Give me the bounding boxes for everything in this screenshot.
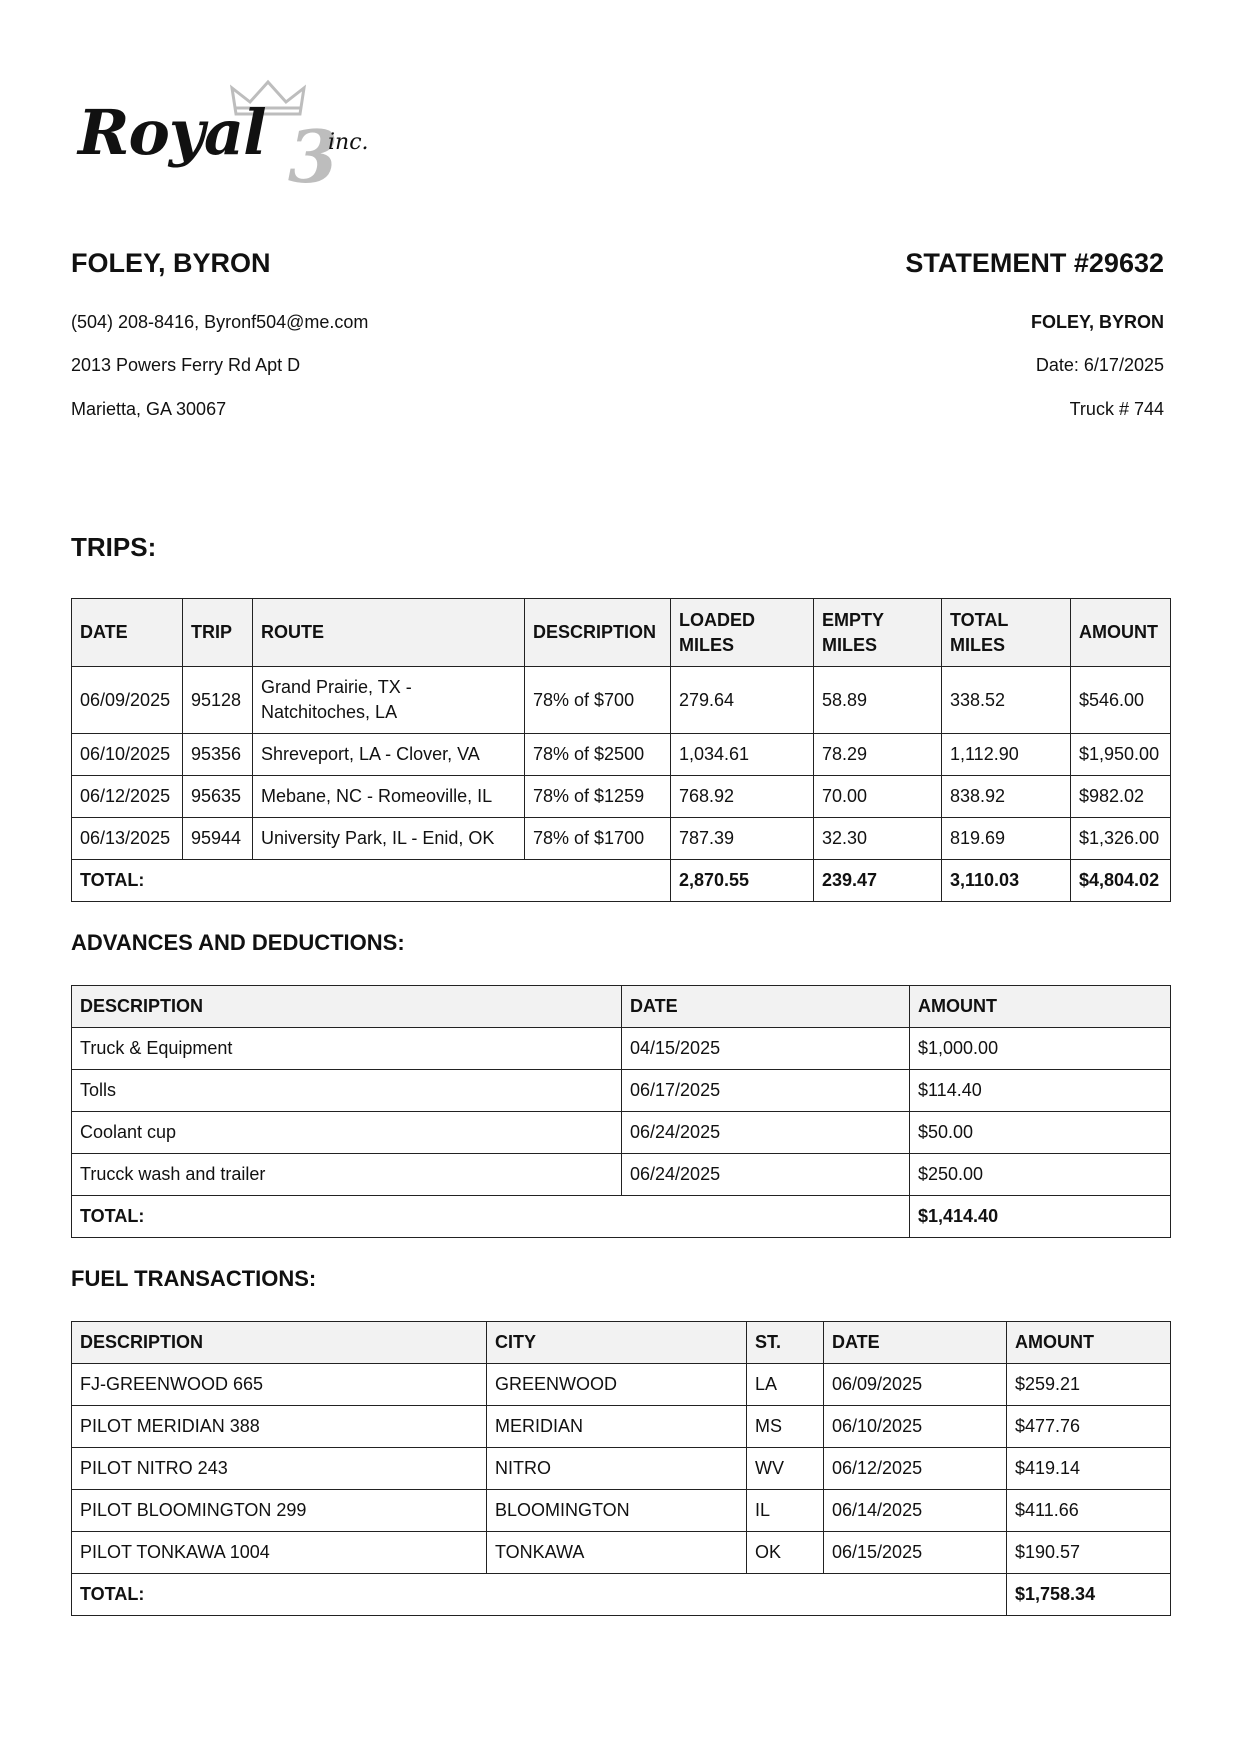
total-label: TOTAL: (72, 860, 671, 902)
table-cell: FJ-GREENWOOD 665 (72, 1364, 487, 1406)
table-cell: $477.76 (1007, 1406, 1171, 1448)
table-cell: $250.00 (910, 1154, 1171, 1196)
table-cell: TONKAWA (487, 1532, 747, 1574)
table-cell: 78% of $700 (525, 667, 671, 734)
table-cell: $419.14 (1007, 1448, 1171, 1490)
table-cell: 06/17/2025 (622, 1070, 910, 1112)
table-row (72, 1448, 1171, 1490)
table-row (72, 1406, 1171, 1448)
table-cell: $259.21 (1007, 1364, 1171, 1406)
column-header: EMPTY MILES (814, 599, 942, 667)
statement-name: FOLEY, BYRON (1030, 312, 1164, 332)
table-cell: WV (747, 1448, 824, 1490)
table-row (72, 1532, 1171, 1574)
column-header: AMOUNT (910, 986, 1171, 1028)
table-cell: NITRO (487, 1448, 747, 1490)
table-cell: IL (747, 1490, 824, 1532)
table-cell: 819.69 (942, 818, 1071, 860)
table-cell: PILOT MERIDIAN 388 (72, 1406, 487, 1448)
table-cell: PILOT TONKAWA 1004 (72, 1532, 487, 1574)
table-cell: 78% of $1700 (525, 818, 671, 860)
column-header: DESCRIPTION (72, 1322, 487, 1364)
table-cell: MS (747, 1406, 824, 1448)
column-header: ROUTE (253, 599, 525, 667)
table-cell: PILOT BLOOMINGTON 299 (72, 1490, 487, 1532)
table-cell: $411.66 (1007, 1490, 1171, 1532)
table-row (72, 818, 1171, 860)
table-cell: LA (747, 1364, 824, 1406)
table-cell: $1,000.00 (910, 1028, 1171, 1070)
table-total-row (72, 860, 1171, 902)
column-header: DATE (622, 986, 910, 1028)
driver-address-line1: 2013 Powers Ferry Rd Apt D (71, 355, 301, 375)
table-cell: 78% of $1259 (525, 776, 671, 818)
table-cell: 279.64 (671, 667, 814, 734)
total-miles: 3,110.03 (942, 860, 1071, 902)
table-cell: 95635 (183, 776, 253, 818)
table-cell: 95356 (183, 734, 253, 776)
table-cell: $50.00 (910, 1112, 1171, 1154)
table-cell: Shreveport, LA - Clover, VA (253, 734, 525, 776)
driver-contact: (504) 208-8416, Byronf504@me.com (71, 312, 369, 332)
trips-table (71, 598, 1171, 902)
column-header: AMOUNT (1071, 599, 1171, 667)
logo-number: 3 (288, 114, 339, 199)
table-cell: Mebane, NC - Romeoville, IL (253, 776, 525, 818)
table-cell: 78% of $2500 (525, 734, 671, 776)
table-cell: 06/14/2025 (824, 1490, 1007, 1532)
table-cell: 838.92 (942, 776, 1071, 818)
table-cell: 70.00 (814, 776, 942, 818)
driver-address-line2: Marietta, GA 30067 (71, 399, 227, 419)
table-row (72, 1364, 1171, 1406)
table-row (72, 1154, 1171, 1196)
total-label: TOTAL: (72, 1574, 1007, 1616)
table-cell: 06/15/2025 (824, 1532, 1007, 1574)
table-cell: 1,112.90 (942, 734, 1071, 776)
fuel-table (71, 1321, 1171, 1616)
table-row (72, 1490, 1171, 1532)
table-cell: 06/12/2025 (824, 1448, 1007, 1490)
table-cell: 1,034.61 (671, 734, 814, 776)
table-cell: 06/12/2025 (72, 776, 183, 818)
table-cell: BLOOMINGTON (487, 1490, 747, 1532)
table-total-row (72, 1574, 1171, 1616)
table-cell: $546.00 (1071, 667, 1171, 734)
column-header: DATE (72, 599, 183, 667)
table-cell: 06/13/2025 (72, 818, 183, 860)
column-header: TRIP (183, 599, 253, 667)
table-cell: 787.39 (671, 818, 814, 860)
table-row (72, 776, 1171, 818)
table-cell: 95944 (183, 818, 253, 860)
table-row (72, 1112, 1171, 1154)
table-cell: Truck & Equipment (72, 1028, 622, 1070)
table-header-row (72, 986, 1171, 1028)
table-header-row (72, 599, 1171, 667)
driver-name: FOLEY, BYRON (71, 248, 271, 278)
table-cell: 06/09/2025 (824, 1364, 1007, 1406)
table-cell: Coolant cup (72, 1112, 622, 1154)
table-row (72, 1070, 1171, 1112)
table-cell: $190.57 (1007, 1532, 1171, 1574)
table-cell: $114.40 (910, 1070, 1171, 1112)
advances-table (71, 985, 1171, 1238)
table-cell: 78.29 (814, 734, 942, 776)
table-cell: PILOT NITRO 243 (72, 1448, 487, 1490)
column-header: DATE (824, 1322, 1007, 1364)
total-empty-miles: 239.47 (814, 860, 942, 902)
table-cell: 06/10/2025 (72, 734, 183, 776)
table-cell: 58.89 (814, 667, 942, 734)
table-cell: GREENWOOD (487, 1364, 747, 1406)
table-cell: University Park, IL - Enid, OK (253, 818, 525, 860)
column-header: CITY (487, 1322, 747, 1364)
logo-suffix: inc. (328, 130, 369, 155)
column-header: LOADED MILES (671, 599, 814, 667)
table-cell: 95128 (183, 667, 253, 734)
trips-title: TRIPS: (71, 532, 157, 562)
statement-title: STATEMENT #29632 (905, 248, 1164, 278)
table-cell: $982.02 (1071, 776, 1171, 818)
column-header: AMOUNT (1007, 1322, 1171, 1364)
table-cell: 338.52 (942, 667, 1071, 734)
table-row (72, 667, 1171, 734)
column-header: DESCRIPTION (525, 599, 671, 667)
table-cell: $1,326.00 (1071, 818, 1171, 860)
table-cell: Trucck wash and trailer (72, 1154, 622, 1196)
table-cell: Grand Prairie, TX - Natchitoches, LA (253, 667, 525, 734)
table-cell: 32.30 (814, 818, 942, 860)
table-cell: Tolls (72, 1070, 622, 1112)
table-cell: 06/24/2025 (622, 1154, 910, 1196)
column-header: DESCRIPTION (72, 986, 622, 1028)
total-amount: $1,414.40 (910, 1196, 1171, 1238)
total-loaded-miles: 2,870.55 (671, 860, 814, 902)
company-logo (78, 78, 388, 199)
table-cell: 06/10/2025 (824, 1406, 1007, 1448)
table-row (72, 734, 1171, 776)
advances-title: ADVANCES AND DEDUCTIONS: (71, 930, 405, 955)
total-amount: $1,758.34 (1007, 1574, 1171, 1616)
statement-date: Date: 6/17/2025 (1035, 355, 1164, 375)
total-amount: $4,804.02 (1071, 860, 1171, 902)
statement-truck: Truck # 744 (1069, 399, 1164, 419)
table-cell: MERIDIAN (487, 1406, 747, 1448)
logo-wordmark: Royal (78, 96, 266, 169)
table-cell: 06/09/2025 (72, 667, 183, 734)
table-cell: 768.92 (671, 776, 814, 818)
column-header: TOTAL MILES (942, 599, 1071, 667)
table-row (72, 1028, 1171, 1070)
table-header-row (72, 1322, 1171, 1364)
table-cell: $1,950.00 (1071, 734, 1171, 776)
column-header: ST. (747, 1322, 824, 1364)
table-cell: 04/15/2025 (622, 1028, 910, 1070)
table-cell: OK (747, 1532, 824, 1574)
table-total-row (72, 1196, 1171, 1238)
table-cell: 06/24/2025 (622, 1112, 910, 1154)
fuel-title: FUEL TRANSACTIONS: (71, 1266, 317, 1291)
total-label: TOTAL: (72, 1196, 910, 1238)
